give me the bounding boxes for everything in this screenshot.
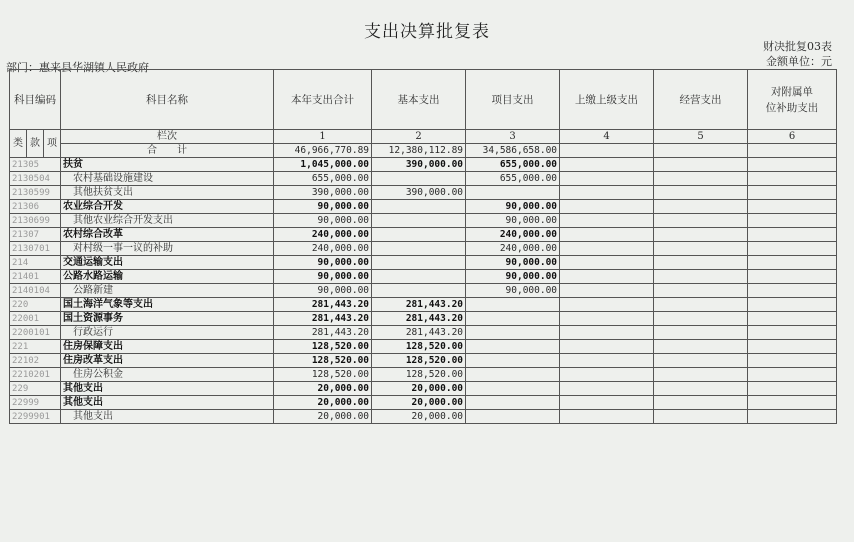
basic-cell: [372, 228, 466, 242]
subsidy-cell: [748, 172, 837, 186]
subject-name-cell: 公路新建: [61, 284, 274, 298]
header-lei: 类: [10, 130, 27, 158]
total-subsidy: [748, 144, 837, 158]
operating-cell: [654, 172, 748, 186]
subject-code-cell: 2200101: [10, 326, 61, 340]
project-cell: 90,000.00: [466, 284, 560, 298]
table-row: [10, 256, 837, 270]
operating-cell: [654, 214, 748, 228]
upper-cell: [560, 228, 654, 242]
table-row: [10, 410, 837, 424]
subject-code-cell: 220: [10, 298, 61, 312]
header-row: [10, 70, 837, 130]
subsidy-cell: [748, 256, 837, 270]
project-cell: 240,000.00: [466, 228, 560, 242]
subject-name-cell: 其他支出: [61, 396, 274, 410]
table-row: [10, 158, 837, 172]
subject-name-cell: 行政运行: [61, 326, 274, 340]
project-cell: 90,000.00: [466, 270, 560, 284]
table-row: [10, 326, 837, 340]
total-basic: 12,380,112.89: [372, 144, 466, 158]
total-upper: [560, 144, 654, 158]
operating-cell: [654, 382, 748, 396]
project-cell: 90,000.00: [466, 214, 560, 228]
subsidy-cell: [748, 396, 837, 410]
table-row: [10, 340, 837, 354]
upper-cell: [560, 242, 654, 256]
subsidy-cell: [748, 368, 837, 382]
upper-cell: [560, 326, 654, 340]
upper-cell: [560, 312, 654, 326]
upper-cell: [560, 382, 654, 396]
table-row: [10, 186, 837, 200]
basic-cell: 128,520.00: [372, 354, 466, 368]
basic-cell: [372, 242, 466, 256]
department-label: 部门：惠来县华湖镇人民政府: [6, 61, 149, 74]
subsidy-cell: [748, 186, 837, 200]
operating-cell: [654, 158, 748, 172]
subsidy-cell: [748, 354, 837, 368]
upper-cell: [560, 172, 654, 186]
operating-cell: [654, 200, 748, 214]
project-cell: 655,000.00: [466, 172, 560, 186]
subject-name-cell: 公路水路运输: [61, 270, 274, 284]
subject-name-cell: 农村综合改革: [61, 228, 274, 242]
subject-name-cell: 其他支出: [61, 382, 274, 396]
project-cell: [466, 354, 560, 368]
subsidy-cell: [748, 340, 837, 354]
column-number: 2: [372, 130, 466, 144]
subject-code-cell: 2299901: [10, 410, 61, 424]
operating-cell: [654, 354, 748, 368]
basic-cell: 281,443.20: [372, 312, 466, 326]
upper-cell: [560, 340, 654, 354]
project-cell: [466, 396, 560, 410]
total-cell: 281,443.20: [274, 312, 372, 326]
project-cell: [466, 368, 560, 382]
operating-cell: [654, 326, 748, 340]
column-number-row: [10, 130, 837, 144]
basic-cell: [372, 284, 466, 298]
operating-cell: [654, 312, 748, 326]
total-cell: 90,000.00: [274, 200, 372, 214]
operating-cell: [654, 298, 748, 312]
project-cell: 90,000.00: [466, 256, 560, 270]
table-row: [10, 172, 837, 186]
project-cell: [466, 382, 560, 396]
upper-cell: [560, 396, 654, 410]
upper-cell: [560, 284, 654, 298]
subject-code-cell: 229: [10, 382, 61, 396]
subject-code-cell: 22999: [10, 396, 61, 410]
project-cell: [466, 298, 560, 312]
operating-cell: [654, 228, 748, 242]
table-row: [10, 354, 837, 368]
total-cell: 20,000.00: [274, 410, 372, 424]
subject-code-cell: 21305: [10, 158, 61, 172]
header-subsidy-line2: 位补助支出: [765, 101, 819, 114]
subsidy-cell: [748, 200, 837, 214]
subject-name-cell: 住房保障支出: [61, 340, 274, 354]
operating-cell: [654, 270, 748, 284]
total-row: [10, 144, 837, 158]
subject-code-cell: 21401: [10, 270, 61, 284]
project-cell: [466, 410, 560, 424]
subject-code-cell: 214: [10, 256, 61, 270]
basic-cell: 20,000.00: [372, 410, 466, 424]
total-cell: 281,443.20: [274, 326, 372, 340]
subject-code-cell: 2130504: [10, 172, 61, 186]
upper-cell: [560, 256, 654, 270]
total-cell: 281,443.20: [274, 298, 372, 312]
basic-cell: [372, 172, 466, 186]
operating-cell: [654, 368, 748, 382]
basic-cell: 281,443.20: [372, 326, 466, 340]
basic-cell: [372, 214, 466, 228]
basic-cell: [372, 200, 466, 214]
table-row: [10, 270, 837, 284]
operating-cell: [654, 186, 748, 200]
subsidy-cell: [748, 270, 837, 284]
page-title: 支出决算批复表: [364, 22, 490, 42]
header-code: 科目编码: [10, 70, 61, 130]
subject-name-cell: 住房公积金: [61, 368, 274, 382]
basic-cell: 128,520.00: [372, 340, 466, 354]
total-cell: 240,000.00: [274, 228, 372, 242]
total-cell: 128,520.00: [274, 340, 372, 354]
table-row: [10, 396, 837, 410]
subsidy-cell: [748, 158, 837, 172]
subject-name-cell: 农村基础设施建设: [61, 172, 274, 186]
subsidy-cell: [748, 214, 837, 228]
header-total: 本年支出合计: [274, 70, 372, 130]
total-cell: 20,000.00: [274, 382, 372, 396]
header-subsidy-line1: 对附属单: [771, 85, 814, 98]
subject-name-cell: 其他农业综合开发支出: [61, 214, 274, 228]
form-code: 财决批复03表: [763, 40, 832, 53]
upper-cell: [560, 368, 654, 382]
upper-cell: [560, 270, 654, 284]
table-row: [10, 242, 837, 256]
subject-name-cell: 国土海洋气象等支出: [61, 298, 274, 312]
column-number: 5: [654, 130, 748, 144]
subject-name-cell: 交通运输支出: [61, 256, 274, 270]
total-operating: [654, 144, 748, 158]
total-cell: 128,520.00: [274, 368, 372, 382]
subsidy-cell: [748, 228, 837, 242]
subject-code-cell: 21306: [10, 200, 61, 214]
basic-cell: [372, 270, 466, 284]
operating-cell: [654, 410, 748, 424]
upper-cell: [560, 410, 654, 424]
upper-cell: [560, 298, 654, 312]
header-name: 科目名称: [61, 70, 274, 130]
subsidy-cell: [748, 298, 837, 312]
table-row: [10, 228, 837, 242]
header-lanci: 栏次: [61, 130, 274, 144]
total-cell: 20,000.00: [274, 396, 372, 410]
header-project: 项目支出: [466, 70, 560, 130]
total-label: 合 计: [61, 144, 274, 158]
basic-cell: 390,000.00: [372, 158, 466, 172]
basic-cell: 128,520.00: [372, 368, 466, 382]
total-cell: 1,045,000.00: [274, 158, 372, 172]
subsidy-cell: [748, 326, 837, 340]
subsidy-cell: [748, 312, 837, 326]
header-kuan: 款: [27, 130, 44, 158]
project-cell: [466, 340, 560, 354]
project-cell: 655,000.00: [466, 158, 560, 172]
subject-code-cell: 22102: [10, 354, 61, 368]
subject-code-cell: 221: [10, 340, 61, 354]
subject-name-cell: 国土资源事务: [61, 312, 274, 326]
header-operating: 经营支出: [654, 70, 748, 130]
column-number: 6: [748, 130, 837, 144]
total-cell: 90,000.00: [274, 270, 372, 284]
project-cell: 240,000.00: [466, 242, 560, 256]
expenditure-table: [9, 69, 837, 424]
table-row: [10, 298, 837, 312]
basic-cell: 390,000.00: [372, 186, 466, 200]
table-row: [10, 368, 837, 382]
subject-name-cell: 其他扶贫支出: [61, 186, 274, 200]
total-amount: 46,966,770.89: [274, 144, 372, 158]
table-row: [10, 312, 837, 326]
subject-code-cell: 2140104: [10, 284, 61, 298]
upper-cell: [560, 158, 654, 172]
header-subsidy: [748, 70, 837, 130]
project-cell: 90,000.00: [466, 200, 560, 214]
operating-cell: [654, 340, 748, 354]
subject-code-cell: 22001: [10, 312, 61, 326]
table-row: [10, 382, 837, 396]
column-number: 3: [466, 130, 560, 144]
subject-code-cell: 2130599: [10, 186, 61, 200]
subject-name-cell: 其他支出: [61, 410, 274, 424]
upper-cell: [560, 200, 654, 214]
subject-name-cell: 扶贫: [61, 158, 274, 172]
operating-cell: [654, 284, 748, 298]
subsidy-cell: [748, 382, 837, 396]
basic-cell: 20,000.00: [372, 396, 466, 410]
total-cell: 655,000.00: [274, 172, 372, 186]
basic-cell: 20,000.00: [372, 382, 466, 396]
total-cell: 90,000.00: [274, 256, 372, 270]
subject-name-cell: 对村级一事一议的补助: [61, 242, 274, 256]
subject-code-cell: 21307: [10, 228, 61, 242]
basic-cell: [372, 256, 466, 270]
header-basic: 基本支出: [372, 70, 466, 130]
amount-unit-label: 金额单位：元: [766, 55, 832, 68]
total-cell: 390,000.00: [274, 186, 372, 200]
project-cell: [466, 312, 560, 326]
subsidy-cell: [748, 242, 837, 256]
total-cell: 90,000.00: [274, 284, 372, 298]
header-xiang: 项: [44, 130, 61, 158]
column-number: 4: [560, 130, 654, 144]
table-row: [10, 284, 837, 298]
operating-cell: [654, 396, 748, 410]
subject-code-cell: 2130699: [10, 214, 61, 228]
subject-name-cell: 农业综合开发: [61, 200, 274, 214]
total-cell: 128,520.00: [274, 354, 372, 368]
table-row: [10, 200, 837, 214]
subsidy-cell: [748, 284, 837, 298]
project-cell: [466, 186, 560, 200]
subject-code-cell: 2210201: [10, 368, 61, 382]
column-number: 1: [274, 130, 372, 144]
subject-code-cell: 2130701: [10, 242, 61, 256]
total-cell: 240,000.00: [274, 242, 372, 256]
upper-cell: [560, 354, 654, 368]
upper-cell: [560, 214, 654, 228]
subject-name-cell: 住房改革支出: [61, 354, 274, 368]
operating-cell: [654, 256, 748, 270]
subsidy-cell: [748, 410, 837, 424]
operating-cell: [654, 242, 748, 256]
table-row: [10, 214, 837, 228]
project-cell: [466, 326, 560, 340]
upper-cell: [560, 186, 654, 200]
total-project: 34,586,658.00: [466, 144, 560, 158]
total-cell: 90,000.00: [274, 214, 372, 228]
basic-cell: 281,443.20: [372, 298, 466, 312]
header-upper: 上缴上级支出: [560, 70, 654, 130]
